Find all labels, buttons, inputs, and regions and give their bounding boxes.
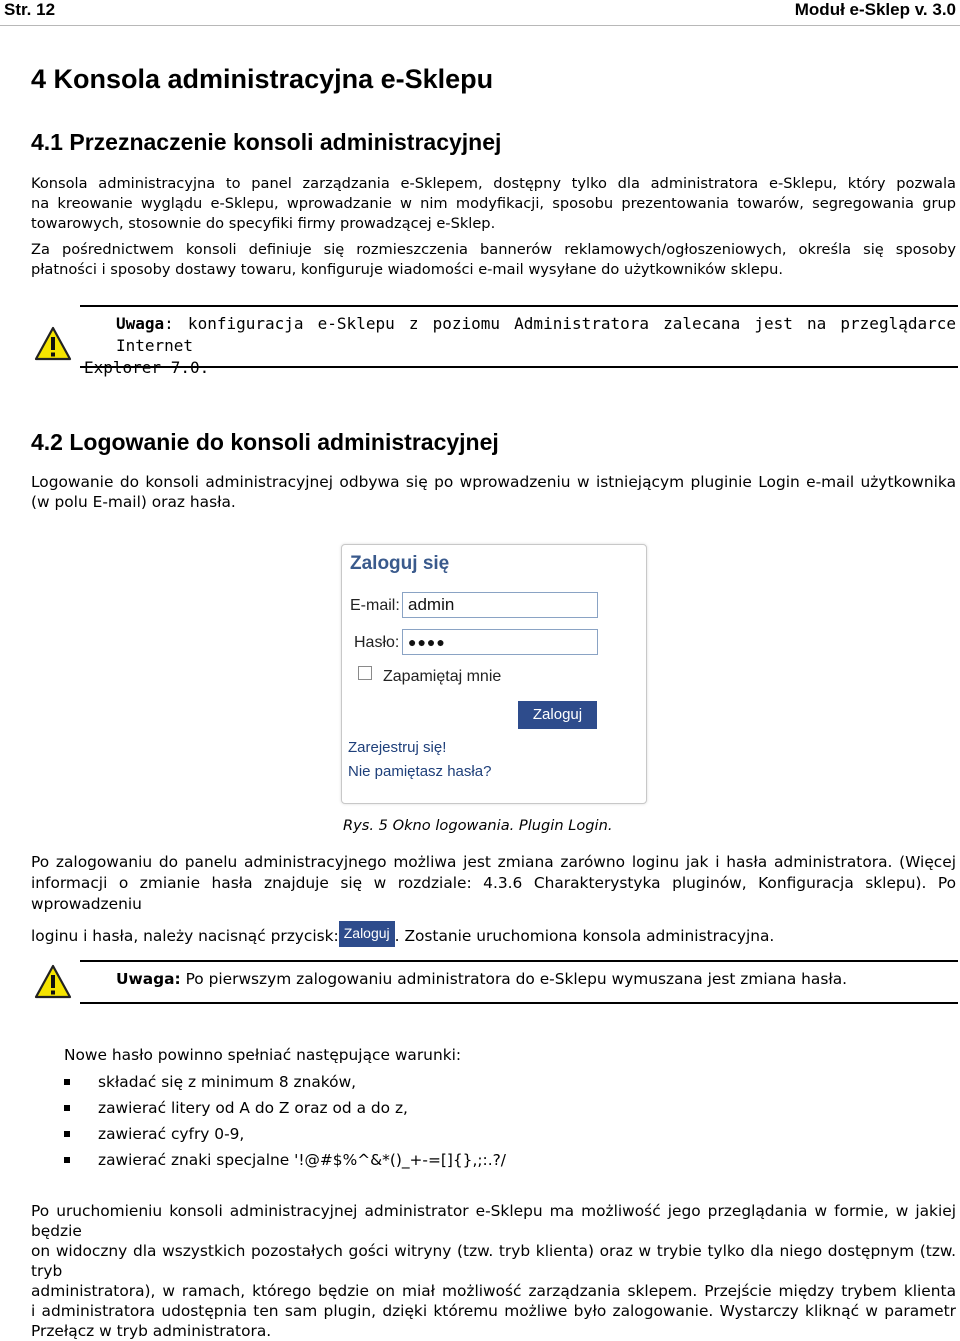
email-field[interactable]: admin — [402, 592, 598, 618]
remember-checkbox[interactable] — [358, 666, 372, 680]
register-link[interactable]: Zarejestruj się! — [348, 739, 447, 756]
paragraph-line: Przełącz w tryb administratora. — [31, 1322, 272, 1340]
module-title: Moduł e-Sklep v. 3.0 — [794, 0, 956, 19]
section-4-2-title: 4.2 Logowanie do konsoli administracyjnej — [31, 429, 499, 455]
section-4-1-paragraph-2 — [31, 240, 956, 280]
text-after-button: . Zostanie uruchomiona konsola administracyjna. — [394, 927, 775, 945]
section-4-2-paragraph-2 — [31, 852, 956, 947]
login-widget — [341, 544, 647, 804]
requirements-intro: Nowe hasło powinno spełniać następujące warunki: — [64, 1046, 462, 1064]
note-top-rule — [80, 305, 958, 307]
paragraph-line: Logowanie do konsoli administracyjnej odbywa się po wprowadzeniu w istniejącym pluginie Login e-mail użytkownika — [31, 473, 956, 491]
final-paragraph — [31, 1201, 956, 1341]
paragraph-line: Za pośrednictwem konsoli definiuje się rozmieszczenia bannerów reklamowych/ogłoszeniowych, określa się sposoby — [31, 241, 956, 258]
chapter-title: 4 Konsola administracyjna e-Sklepu — [31, 64, 494, 94]
note-2-body: Po pierwszym zalogowaniu administratora do e-Sklepu wymuszana jest zmiana hasła. — [180, 970, 848, 988]
header-divider — [0, 25, 960, 26]
warning-icon — [34, 963, 72, 1001]
list-item: składać się z minimum 8 znaków, — [64, 1069, 664, 1095]
section-4-1-title: 4.1 Przeznaczenie konsoli administracyjnej — [31, 129, 502, 155]
warning-icon — [34, 325, 72, 363]
paragraph-line: Po uruchomieniu konsoli administracyjnej administrator e-Sklepu ma możliwość jego przeglądania w formie, w jakiej będzie — [31, 1202, 956, 1240]
note-2-bottom-rule — [80, 1002, 958, 1004]
note-1-line-1: : konfiguracja e-Sklepu z poziomu Administratora zalecana jest na przeglądarce Internet — [116, 314, 956, 355]
paragraph-line: administratora), w ramach, którego będzie on miał możliwość zarządzania sklepem. Przejście między trybem klienta — [31, 1282, 956, 1300]
remember-label: Zapamiętaj mnie — [383, 668, 502, 685]
password-field[interactable]: ●●●● — [402, 629, 598, 655]
login-title: Zaloguj się — [350, 553, 450, 574]
list-item: zawierać znaki specjalne '!@#$%^&*()_+-=[]{},;:.?/ — [64, 1147, 664, 1173]
login-button[interactable]: Zaloguj — [518, 701, 597, 729]
section-4-2-paragraph-1 — [31, 472, 956, 512]
paragraph-line: na kreowanie wyglądu e-Sklepu, wprowadzanie w nim modyfikacji, sposobu prezentowania towarów, segregowania grup — [31, 195, 956, 212]
page-number: Str. 12 — [4, 0, 56, 19]
note-2-top-rule — [80, 960, 958, 962]
note-1-text — [84, 313, 956, 379]
note-bottom-rule — [80, 366, 958, 368]
paragraph-line: Po zalogowaniu do panelu administracyjnego możliwa jest zmiana zarówno loginu jak i hasła administratora. (Więcej — [31, 853, 956, 871]
password-label: Hasło: — [354, 634, 400, 651]
paragraph-line: on widoczny dla wszystkich pozostałych gości witryny (tzw. tryb klienta) oraz w trybie tylko dla niego dostępnym (tzw. tryb — [31, 1242, 956, 1280]
zaloguj-inline-button[interactable]: Zaloguj — [339, 921, 395, 947]
paragraph-line: (w polu E-mail) oraz hasła. — [31, 493, 236, 511]
note-2-label: Uwaga: — [116, 970, 181, 988]
section-4-1-paragraph-1 — [31, 174, 956, 234]
paragraph-line: płatności i sposoby dostawy towaru, konfiguruje wiadomości e-mail wysyłane do użytkowników sklepu. — [31, 261, 783, 278]
paragraph-line: i administratora udostępnia ten sam plugin, dzięki któremu możliwe było zalogowanie. Wystarczy kliknąć w parametr — [31, 1302, 956, 1320]
paragraph-line: towarowych, stosownie do specyfiki firmy prowadzącej e-Sklep. — [31, 215, 496, 232]
email-label: E-mail: — [350, 597, 400, 614]
note-1-label: Uwaga — [116, 314, 165, 333]
text-before-button: loginu i hasła, należy nacisnąć przycisk: — [31, 927, 339, 945]
paragraph-line: informacji o zmianie hasła znajduje się w rozdziale: 4.3.6 Charakterystyka pluginów, Konfiguracja sklepu). Po wprowadzeniu — [31, 874, 956, 913]
list-item: zawierać cyfry 0-9, — [64, 1121, 664, 1147]
paragraph-line: Konsola administracyjna to panel zarządzania e-Sklepem, dostępny tylko dla administratora e-Sklepu, który pozwala — [31, 175, 956, 192]
figure-caption: Rys. 5 Okno logowania. Plugin Login. — [343, 817, 613, 834]
note-1-line-2 — [84, 357, 956, 379]
list-item: zawierać litery od A do Z oraz od a do z, — [64, 1095, 664, 1121]
note-2-text — [116, 968, 847, 990]
requirements-list — [64, 1069, 664, 1173]
forgot-password-link[interactable]: Nie pamiętasz hasła? — [348, 763, 492, 780]
paragraph-line — [31, 921, 956, 947]
